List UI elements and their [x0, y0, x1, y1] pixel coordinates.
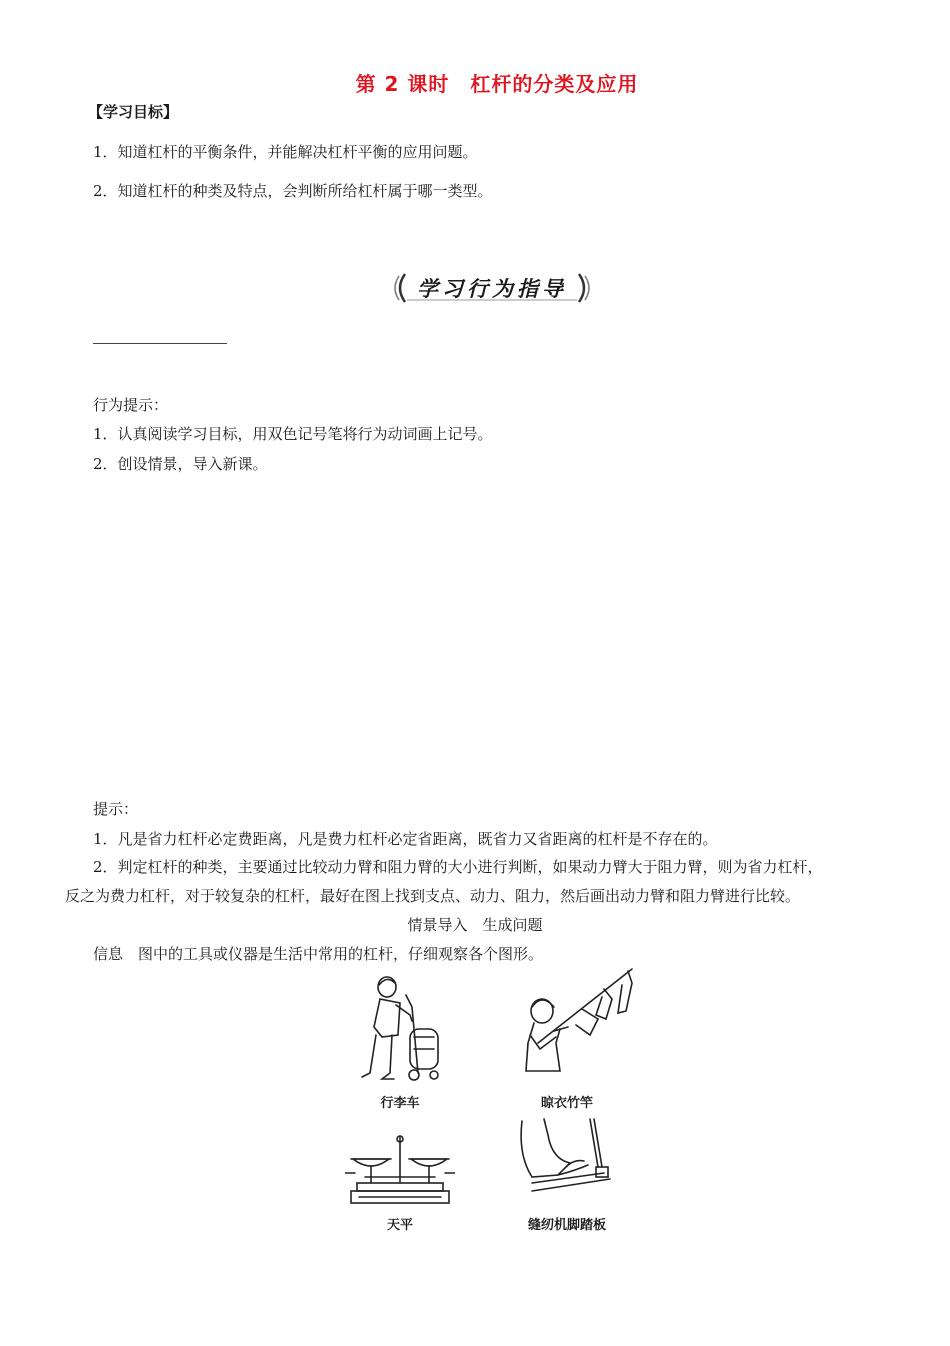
tip-item-1: 1．凡是省力杠杆必定费距离，凡是费力杠杆必定省距离，既省力又省距离的杠杆是不存在的。: [93, 830, 718, 848]
tips-heading: 提示：: [93, 800, 139, 818]
divider-line: [93, 343, 227, 344]
figure-caption-luggage-cart: 行李车: [380, 1096, 420, 1111]
figure-caption-clothes-pole: 晾衣竹竿: [540, 1096, 593, 1111]
behavior-heading: 行为提示：: [93, 396, 169, 414]
section-banner: [393, 270, 591, 306]
luggage-cart-figure: [352, 975, 452, 1087]
page-title: 第 2 课时 杠杆的分类及应用: [355, 72, 639, 96]
objective-item-2: 2．知道杠杆的种类及特点，会判断所给杠杆属于哪一类型。: [93, 182, 493, 200]
behavior-item-1: 1．认真阅读学习目标，用双色记号笔将行为动词画上记号。: [93, 425, 493, 443]
balance-scale-figure: [345, 1133, 455, 1209]
banner-title: 学习行为指导: [417, 277, 567, 301]
sewing-pedal-figure: [518, 1115, 618, 1203]
figure-caption-balance-scale: 天平: [386, 1218, 413, 1233]
scenario-heading: 情景导入 生成问题: [407, 916, 543, 934]
tip-item-2-continued: 反之为费力杠杆，对于较复杂的杠杆，最好在图上找到支点、动力、阻力，然后画出动力臂和阻力臂进行比较。: [65, 887, 801, 905]
tip-item-2: 2．判定杠杆的种类，主要通过比较动力臂和阻力臂的大小进行判断，如果动力臂大于阻力臂，则为省力杠杆，: [93, 858, 823, 876]
objectives-heading: 【学习目标】: [88, 103, 179, 121]
figure-caption-sewing-pedal: 缝纫机脚踏板: [527, 1218, 606, 1233]
clothes-pole-figure: [520, 963, 640, 1088]
behavior-item-2: 2．创设情景，导入新课。: [93, 455, 268, 473]
objective-item-1: 1．知道杠杆的平衡条件，并能解决杠杆平衡的应用问题。: [93, 143, 478, 161]
scenario-info: 信息 图中的工具或仪器是生活中常用的杠杆，仔细观察各个图形。: [93, 945, 544, 963]
